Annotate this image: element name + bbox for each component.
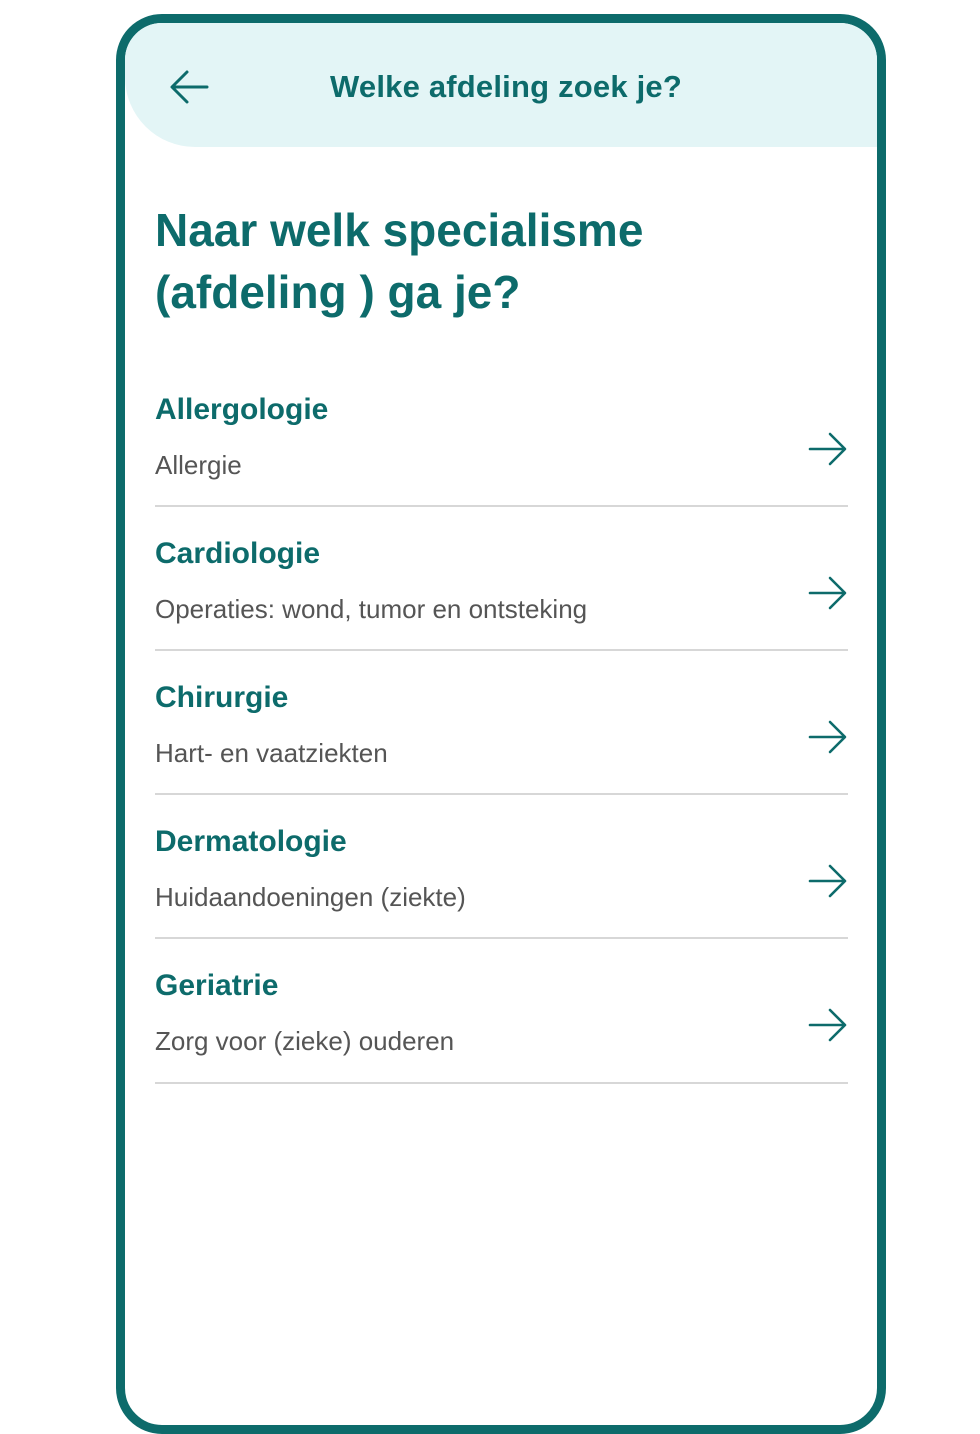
list-item-dermatologie[interactable]	[155, 795, 848, 939]
page-title: Naar welk specialisme (afdeling ) ga je?	[155, 204, 644, 318]
list-item-subtitle: Hart- en vaatziekten	[155, 738, 388, 768]
list-item-subtitle: Operaties: wond, tumor en ontsteking	[155, 594, 588, 624]
arrow-right-icon	[808, 1007, 848, 1043]
list-item-chirurgie[interactable]	[155, 651, 848, 795]
header-bar	[125, 23, 877, 147]
phone-frame	[116, 14, 886, 1434]
list-item-title: Allergologie	[155, 393, 329, 426]
arrow-right-icon	[808, 575, 848, 611]
arrow-right-icon	[808, 863, 848, 899]
list-item-subtitle: Huidaandoeningen (ziekte)	[155, 882, 466, 912]
list-item-subtitle: Zorg voor (zieke) ouderen	[155, 1026, 455, 1056]
list-item-title: Dermatologie	[155, 825, 347, 858]
list-item-geriatrie[interactable]	[155, 939, 848, 1084]
list-item-subtitle: Allergie	[155, 450, 242, 480]
list-item-allergologie[interactable]	[155, 363, 848, 507]
list-item-cardiologie[interactable]	[155, 507, 848, 651]
arrow-right-icon	[808, 719, 848, 755]
list-item-title: Geriatrie	[155, 969, 279, 1002]
arrow-right-icon	[808, 431, 848, 467]
list-item-title: Cardiologie	[155, 537, 321, 570]
specialism-list	[155, 363, 848, 1084]
header-title: Welke afdeling zoek je?	[329, 69, 683, 104]
list-item-title: Chirurgie	[155, 681, 289, 714]
